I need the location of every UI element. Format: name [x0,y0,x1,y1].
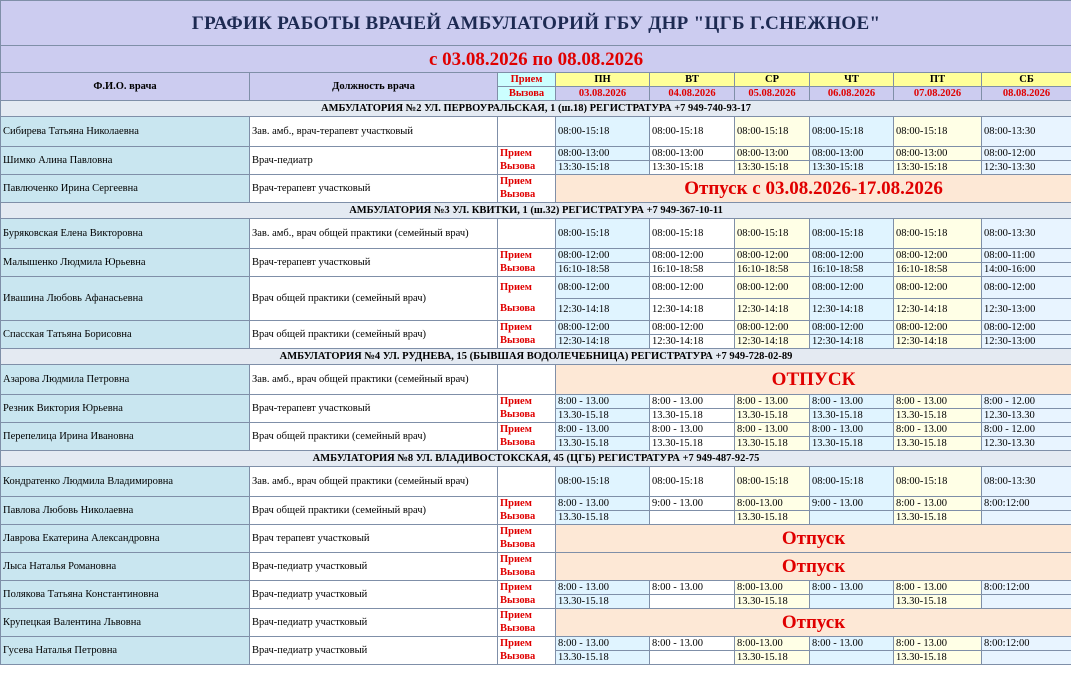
schedule-cell: 13.30-15.18 [735,437,810,451]
doctor-name: Сибирева Татьяна Николаевна [1,117,250,147]
schedule-cell: 08:00-15:18 [810,219,894,249]
schedule-cell: 08:00-12:00 [894,277,982,299]
schedule-cell: 08:00-12:00 [894,249,982,263]
schedule-cell: 8:00 - 13.00 [810,423,894,437]
label-vyzova: Вызова [498,409,556,423]
schedule-cell: 13.30-15.18 [894,409,982,423]
schedule-cell: 12:30-14:18 [650,335,735,349]
schedule-cell [650,651,735,665]
schedule-cell: 8:00 - 13.00 [810,395,894,409]
schedule-cell: 13:30-15:18 [650,161,735,175]
label-priem: Прием [498,581,556,595]
schedule-cell: 08:00-15:18 [556,117,650,147]
schedule-cell: 08:00-15:18 [735,117,810,147]
schedule-cell [982,511,1071,525]
label-vyzova: Вызова [498,299,556,321]
label-empty [498,467,556,497]
label-empty [498,365,556,395]
schedule-cell: 08:00-12:00 [894,321,982,335]
schedule-cell [982,651,1071,665]
schedule-cell: 08:00-12:00 [650,277,735,299]
doctor-name: Азарова Людмила Петровна [1,365,250,395]
doctor-row [1,467,1071,497]
schedule-cell: 08:00-15:18 [894,219,982,249]
schedule-cell: 08:00-15:18 [650,117,735,147]
schedule-cell: 08:00-12:00 [810,277,894,299]
schedule-cell: 16:10-18:58 [810,263,894,277]
schedule-cell [982,595,1071,609]
doctor-row [1,637,1071,651]
header-day-sat: СБ [982,73,1071,87]
schedule-cell [810,595,894,609]
schedule-cell [650,595,735,609]
doctor-name: Перепелица Ирина Ивановна [1,423,250,451]
doctor-position: Врач-педиатр участковый [250,581,498,609]
schedule-cell: 13.30-15.18 [556,651,650,665]
doctor-row [1,117,1071,147]
schedule-cell: 8:00 - 12.00 [982,395,1071,409]
label-priem: Прием [498,609,556,623]
schedule-cell: 8:00 - 13.00 [556,395,650,409]
label-priem: Прием [498,249,556,263]
label-priem: Прием [498,525,556,539]
schedule-cell: 8:00 - 13.00 [650,637,735,651]
section-header-row [1,349,1071,365]
label-vyzova: Вызова [498,539,556,553]
doctor-name: Малышенко Людмила Юрьевна [1,249,250,277]
schedule-cell: 08:00-12:00 [556,277,650,299]
schedule-cell: 08:00-15:18 [810,467,894,497]
schedule-cell: 8:00 - 13.00 [810,637,894,651]
schedule-cell: 08:00-12:00 [735,249,810,263]
doctor-position: Врач общей практики (семейный врач) [250,423,498,451]
header-date-sat: 08.08.2026 [982,87,1071,101]
schedule-cell: 08:00-15:18 [735,219,810,249]
schedule-cell: 13.30-15.18 [556,511,650,525]
doctor-row [1,395,1071,409]
schedule-cell [810,651,894,665]
schedule-cell: 08:00-15:18 [810,117,894,147]
schedule-cell: 12:30-14:18 [556,299,650,321]
label-vyzova: Вызова [498,623,556,637]
doctor-position: Врач-педиатр [250,147,498,175]
schedule-cell: 08:00-12:00 [982,147,1071,161]
period-subtitle: с 03.08.2026 по 08.08.2026 [1,46,1071,73]
doctor-position: Зав. амб., врач-терапевт участковый [250,117,498,147]
schedule-cell [650,511,735,525]
schedule-cell: 8:00 - 13.00 [556,497,650,511]
section-title: АМБУЛАТОРИЯ №3 УЛ. КВИТКИ, 1 (ш.32) РЕГИСТРАТУРА +7 949-367-10-11 [1,203,1071,219]
schedule-cell: 8:00 - 13.00 [894,423,982,437]
doctor-name: Ивашина Любовь Афанасьевна [1,277,250,321]
doctor-row [1,249,1071,263]
schedule-cell: 08:00-12:00 [735,321,810,335]
label-vyzova: Вызова [498,161,556,175]
schedule-cell: 13.30-15.18 [556,595,650,609]
doctor-position: Врач общей практики (семейный врач) [250,277,498,321]
doctor-name: Лаврова Екатерина Александровна [1,525,250,553]
schedule-cell: 13.30-15.18 [894,511,982,525]
schedule-cell: 12.30-13.30 [982,437,1071,451]
schedule-cell: 13.30-15.18 [894,437,982,451]
schedule-cell: 08:00-13:00 [650,147,735,161]
schedule-cell: 08:00-12:00 [650,249,735,263]
schedule-cell: 12:30-14:18 [735,299,810,321]
schedule-cell: 13.30-15.18 [735,651,810,665]
schedule-cell: 16:10-18:58 [556,263,650,277]
vacation-cell: ОТПУСК [556,365,1071,395]
label-priem: Прием [498,497,556,511]
label-priem: Прием [498,637,556,651]
doctor-row [1,277,1071,299]
schedule-cell: 08:00-12:00 [982,321,1071,335]
schedule-cell: 16:10-18:58 [735,263,810,277]
schedule-cell: 8:00 - 13.00 [556,637,650,651]
section-title: АМБУЛАТОРИЯ №4 УЛ. РУДНЕВА, 15 (БЫВШАЯ ВОДОЛЕЧЕБНИЦА) РЕГИСТРАТУРА +7 949-728-02-89 [1,349,1071,365]
schedule-cell: 8:00 - 13.00 [894,637,982,651]
vacation-cell: Отпуск [556,525,1071,553]
schedule-cell: 13:30-15:18 [894,161,982,175]
label-vyzova: Вызова [498,189,556,203]
header-day-wed: СР [735,73,810,87]
header-date-thu: 06.08.2026 [810,87,894,101]
schedule-cell: 8:00 - 13.00 [650,423,735,437]
doctor-position: Врач-терапевт участковый [250,249,498,277]
schedule-cell: 8:00:12:00 [982,581,1071,595]
schedule-cell: 12:30-13:00 [982,335,1071,349]
doctor-name: Спасская Татьяна Борисовна [1,321,250,349]
doctor-name: Павлюченко Ирина Сергеевна [1,175,250,203]
schedule-cell: 08:00-15:18 [650,219,735,249]
schedule-cell: 13.30-15.18 [650,409,735,423]
section-header-row [1,101,1071,117]
schedule-cell: 13:30-15:18 [556,161,650,175]
label-priem: Прием [498,553,556,567]
schedule-cell: 8:00 - 13.00 [810,581,894,595]
doctor-position: Зав. амб., врач общей практики (семейный врач) [250,467,498,497]
schedule-cell: 13.30-15.18 [556,409,650,423]
schedule-cell: 13.30-15.18 [735,595,810,609]
schedule-cell: 08:00-15:18 [735,467,810,497]
schedule-cell: 12:30-14:18 [894,299,982,321]
header-position: Должность врача [250,73,498,101]
header-day-mon: ПН [556,73,650,87]
schedule-cell: 9:00 - 13.00 [810,497,894,511]
doctor-row [1,525,1071,539]
schedule-cell: 8:00 - 13.00 [894,395,982,409]
doctor-position: Врач-педиатр участковый [250,637,498,665]
doctor-row [1,219,1071,249]
schedule-cell: 13.30-15.18 [810,437,894,451]
label-vyzova: Вызова [498,511,556,525]
schedule-cell: 08:00-12:00 [650,321,735,335]
label-empty [498,117,556,147]
schedule-cell: 16:10-18:58 [650,263,735,277]
schedule-cell: 08:00-13:00 [556,147,650,161]
schedule-cell: 8:00-13.00 [735,581,810,595]
schedule-cell: 13.30-15.18 [894,595,982,609]
section-header-row [1,451,1071,467]
schedule-cell: 8:00-13.00 [735,637,810,651]
vacation-cell: Отпуск [556,553,1071,581]
doctor-name: Полякова Татьяна Константиновна [1,581,250,609]
schedule-cell: 13.30-15.18 [556,437,650,451]
schedule-cell [810,511,894,525]
schedule-cell: 08:00-13:00 [894,147,982,161]
schedule-cell: 08:00-15:18 [650,467,735,497]
doctor-name: Крупецкая Валентина Львовна [1,609,250,637]
schedule-cell: 8:00-13.00 [735,497,810,511]
schedule-cell: 8:00 - 13.00 [735,423,810,437]
schedule-cell: 08:00-13:30 [982,117,1071,147]
schedule-cell: 8:00 - 13.00 [650,581,735,595]
schedule-cell: 08:00-13:30 [982,219,1071,249]
schedule-cell: 12:30-14:18 [810,299,894,321]
schedule-cell: 08:00-13:00 [735,147,810,161]
doctor-position: Врач-терапевт участковый [250,395,498,423]
vacation-cell: Отпуск с 03.08.2026-17.08.2026 [556,175,1071,203]
schedule-cell: 8:00 - 13.00 [556,581,650,595]
header-vyzova: Вызова [498,87,556,101]
label-priem: Прием [498,321,556,335]
schedule-cell: 12:30-14:18 [810,335,894,349]
schedule-cell: 13:30-15:18 [810,161,894,175]
doctor-row [1,321,1071,335]
doctor-row [1,147,1071,161]
schedule-cell: 13.30-15.18 [735,511,810,525]
doctor-position: Врач общей практики (семейный врач) [250,497,498,525]
header-priem: Прием [498,73,556,87]
doctor-position: Врач-педиатр участковый [250,553,498,581]
doctor-name: Павлова Любовь Николаевна [1,497,250,525]
label-vyzova: Вызова [498,651,556,665]
doctor-name: Буряковская Елена Викторовна [1,219,250,249]
schedule-cell: 12:30-14:18 [894,335,982,349]
schedule-cell: 14:00-16:00 [982,263,1071,277]
header-date-tue: 04.08.2026 [650,87,735,101]
schedule-cell: 08:00-15:18 [894,467,982,497]
doctor-row [1,175,1071,189]
schedule-cell: 8:00 - 12.00 [982,423,1071,437]
doctor-name: Резник Виктория Юрьевна [1,395,250,423]
schedule-cell: 08:00-15:18 [894,117,982,147]
schedule-cell: 12:30-13:00 [982,299,1071,321]
header-name: Ф.И.О. врача [1,73,250,101]
schedule-cell: 08:00-12:00 [556,321,650,335]
doctor-position: Врач-терапевт участковый [250,175,498,203]
header-date-wed: 05.08.2026 [735,87,810,101]
schedule-cell: 08:00-12:00 [810,249,894,263]
doctor-name: Лыса Наталья Романовна [1,553,250,581]
schedule-cell: 16:10-18:58 [894,263,982,277]
doctor-row [1,423,1071,437]
schedule-cell: 08:00-11:00 [982,249,1071,263]
schedule-cell: 13.30-15.18 [894,651,982,665]
section-header-row [1,203,1071,219]
schedule-cell: 13.30-15.18 [810,409,894,423]
schedule-cell: 08:00-15:18 [556,219,650,249]
header-date-mon: 03.08.2026 [556,87,650,101]
schedule-cell: 8:00 - 13.00 [894,497,982,511]
doctor-position: Врач общей практики (семейный врач) [250,321,498,349]
section-title: АМБУЛАТОРИЯ №8 УЛ. ВЛАДИВОСТОКСКАЯ, 45 (ЦГБ) РЕГИСТРАТУРА +7 949-487-92-75 [1,451,1071,467]
header-day-fri: ПТ [894,73,982,87]
schedule-cell: 12:30-14:18 [650,299,735,321]
schedule-cell: 08:00-12:00 [982,277,1071,299]
label-priem: Прием [498,277,556,299]
label-vyzova: Вызова [498,595,556,609]
schedule-cell: 08:00-12:00 [556,249,650,263]
schedule-cell: 08:00-13:00 [810,147,894,161]
label-vyzova: Вызова [498,437,556,451]
schedule-cell: 12:30-14:18 [735,335,810,349]
doctor-name: Кондратенко Людмила Владимировна [1,467,250,497]
schedule-cell: 8:00 - 13.00 [556,423,650,437]
schedule-cell: 13.30-15.18 [735,409,810,423]
label-empty [498,219,556,249]
schedule-cell: 8:00 - 13.00 [894,581,982,595]
schedule-cell: 12.30-13.30 [982,409,1071,423]
schedule-cell: 08:00-15:18 [556,467,650,497]
label-vyzova: Вызова [498,335,556,349]
doctor-position: Зав. амб., врач общей практики (семейный врач) [250,365,498,395]
doctor-position: Врач терапевт участковый [250,525,498,553]
schedule-cell: 08:00-13:30 [982,467,1071,497]
schedule-cell: 9:00 - 13.00 [650,497,735,511]
doctor-name: Шимко Алина Павловна [1,147,250,175]
doctor-position: Зав. амб., врач общей практики (семейный врач) [250,219,498,249]
doctor-row [1,581,1071,595]
schedule-cell: 13.30-15.18 [650,437,735,451]
schedule-cell: 08:00-12:00 [735,277,810,299]
schedule-cell: 13:30-15:18 [735,161,810,175]
page-title: ГРАФИК РАБОТЫ ВРАЧЕЙ АМБУЛАТОРИЙ ГБУ ДНР "ЦГБ Г.СНЕЖНОЕ" [1,1,1071,46]
schedule-cell: 8:00:12:00 [982,497,1071,511]
doctor-row [1,365,1071,395]
label-priem: Прием [498,147,556,161]
label-priem: Прием [498,395,556,409]
vacation-cell: Отпуск [556,609,1071,637]
doctor-row [1,497,1071,511]
label-priem: Прием [498,175,556,189]
doctor-row [1,553,1071,567]
label-vyzova: Вызова [498,567,556,581]
schedule-cell: 08:00-12:00 [810,321,894,335]
label-priem: Прием [498,423,556,437]
schedule-cell: 8:00 - 13.00 [735,395,810,409]
section-title: АМБУЛАТОРИЯ №2 УЛ. ПЕРВОУРАЛЬСКАЯ, 1 (ш.18) РЕГИСТРАТУРА +7 949-740-93-17 [1,101,1071,117]
doctor-position: Врач-педиатр участковый [250,609,498,637]
header-day-thu: ЧТ [810,73,894,87]
label-vyzova: Вызова [498,263,556,277]
schedule-cell: 8:00:12:00 [982,637,1071,651]
header-day-tue: ВТ [650,73,735,87]
schedule-cell: 12:30-13:30 [982,161,1071,175]
schedule-cell: 8:00 - 13.00 [650,395,735,409]
doctor-row [1,609,1071,623]
header-date-fri: 07.08.2026 [894,87,982,101]
doctor-name: Гусева Наталья Петровна [1,637,250,665]
schedule-cell: 12:30-14:18 [556,335,650,349]
